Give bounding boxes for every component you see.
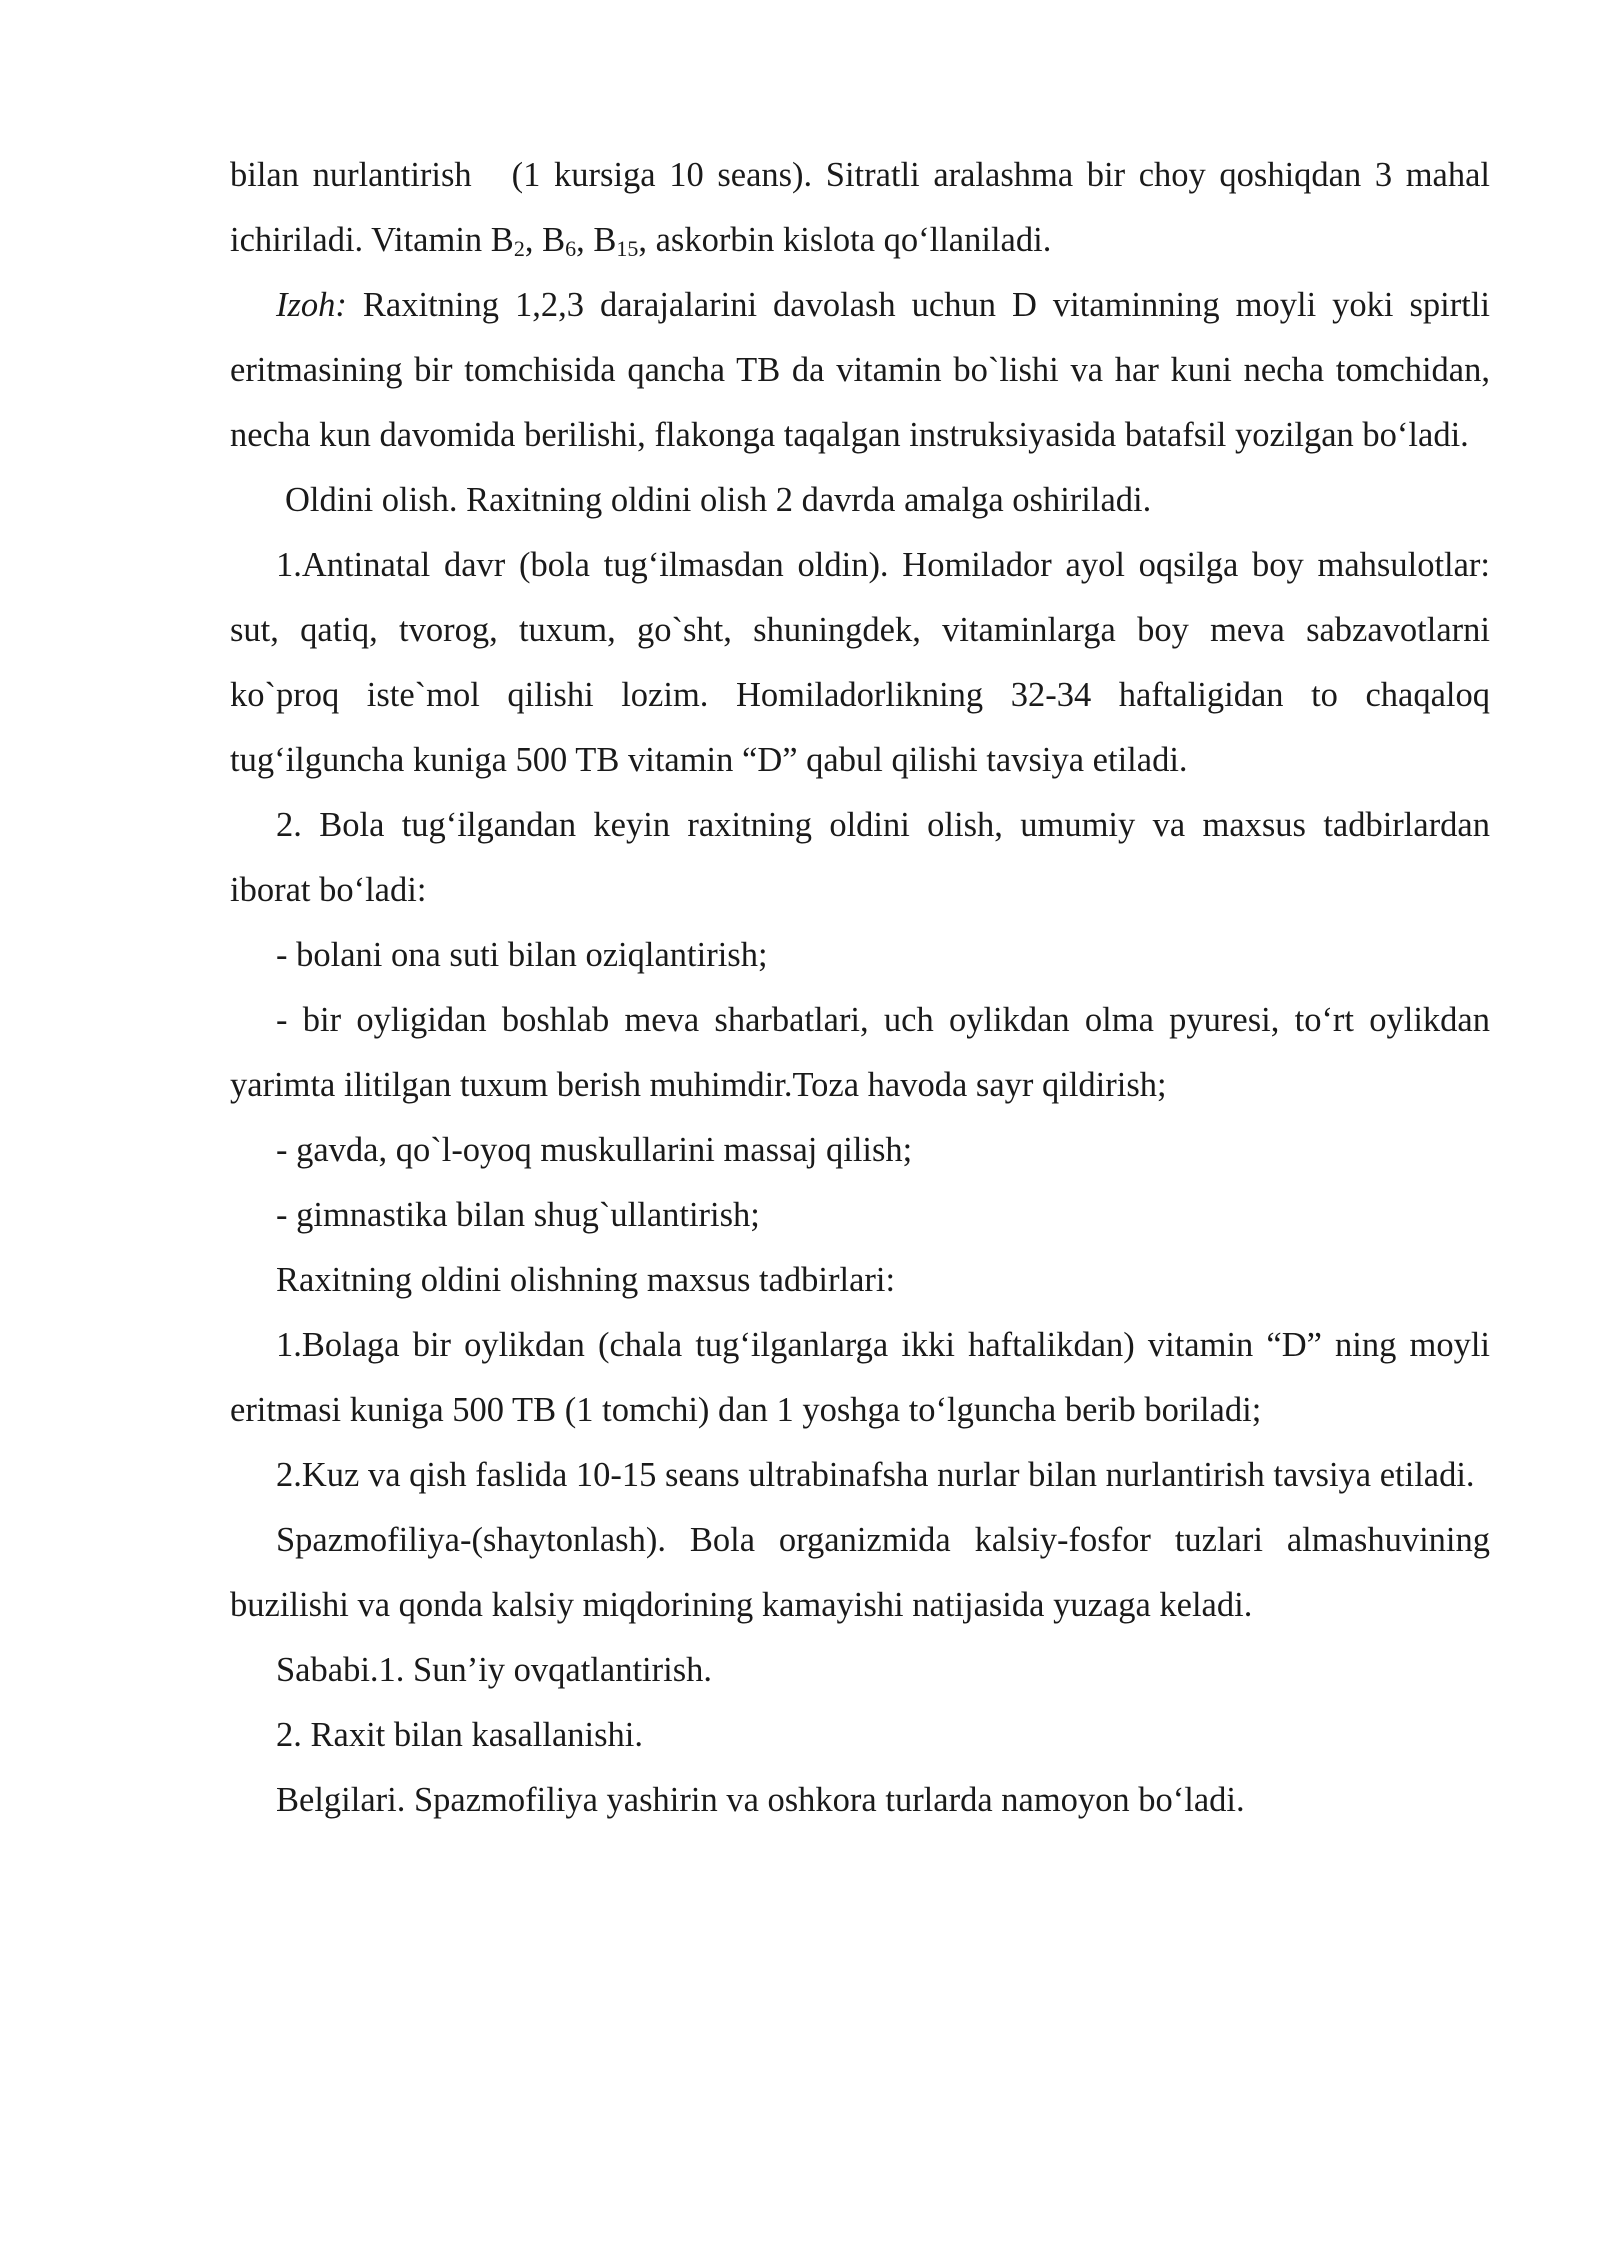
paragraph-ultraviolet: 2.Kuz va qish faslida 10-15 seans ultrabinafsha nurlar bilan nurlantirish tavsiya etiladi. — [276, 1456, 1475, 1494]
subscript: 15 — [616, 236, 639, 261]
document-page — [230, 143, 1490, 1833]
paragraph-signs: Belgilari. Spazmofiliya yashirin va oshkora turlarda namoyon bo‘ladi. — [276, 1781, 1245, 1819]
text-fragment: , askorbin kislota qo‘llaniladi. — [638, 221, 1052, 259]
paragraph-vitamin-d: 1.Bolaga bir oylikdan (chala tug‘ilganlarga ikki haftalikdan) vitamin “D” ning moyli eritmasi kuniga 500 TB (1 tomchi) dan 1 yoshga to‘lguncha berib boriladi; — [230, 1326, 1490, 1429]
paragraph-antenatal: 1.Antinatal davr (bola tug‘ilmasdan oldin). Homilador ayol oqsilga boy mahsulotlar: sut, qatiq, tvorog, tuxum, go`sht, shuningdek, vitaminlarga boy meva sabzavotlarni ko`proq iste`mol qilishi lozim. Homiladorlikning 32-34 haftaligidan to chaqaloq tug‘ilguncha kuniga 500 TB vitamin “D” qabul qilishi tavsiya etiladi. — [230, 546, 1490, 779]
paragraph-treatment-continued — [230, 143, 1490, 273]
text-fragment: , B — [524, 221, 566, 259]
note-label: Izoh: — [276, 286, 347, 324]
text-fragment: bilan nurlantirish — [230, 156, 472, 194]
list-item-breastfeeding: - bolani ona suti bilan oziqlantirish; — [276, 936, 768, 974]
text-fragment: (1 kursiga 10 seans). Sitratli aralashma bir choy qoshiqdan 3 mahal ichiriladi. Vitamin B — [230, 156, 1491, 259]
paragraph-postnatal: 2. Bola tug‘ilgandan keyin raxitning oldini olish, umumiy va maxsus tadbirlardan iborat bo‘ladi: — [230, 806, 1490, 909]
paragraph-prevention-heading: Oldini olish. Raxitning oldini olish 2 davrda amalga oshiriladi. — [285, 481, 1152, 519]
list-item-juices: - bir oyligidan boshlab meva sharbatlari, uch oylikdan olma pyuresi, to‘rt oylikdan yarimta ilitilgan tuxum berish muhimdir.Toza havoda sayr qildirish; — [230, 1001, 1490, 1104]
paragraph-cause: Sababi.1. Sun’iy ovqatlantirish. — [276, 1651, 713, 1689]
list-item-massage: - gavda, qo`l-oyoq muskullarini massaj qilish; — [276, 1131, 913, 1169]
subscript: 2 — [513, 236, 525, 261]
paragraph-note — [230, 273, 1490, 468]
note-text: Raxitning 1,2,3 darajalarini davolash uchun D vitaminning moyli yoki spirtli eritmasining bir tomchisida qancha TB da vitamin bo`lishi va har kuni necha tomchidan, necha kun davomida berilishi, flakonga taqalgan instruksiyasida batafsil yozilgan bo‘ladi. — [230, 286, 1490, 454]
text-fragment: , B — [576, 221, 617, 259]
paragraph-spasmophilia: Spazmofiliya-(shaytonlash). Bola organizmida kalsiy-fosfor tuzlari almashuvining buzilishi va qonda kalsiy miqdorining kamayishi natijasida yuzaga keladi. — [230, 1521, 1490, 1624]
paragraph-special-measures: Raxitning oldini olishning maxsus tadbirlari: — [276, 1261, 896, 1299]
paragraph-rickets: 2. Raxit bilan kasallanishi. — [276, 1716, 643, 1754]
list-item-gymnastics: - gimnastika bilan shug`ullantirish; — [276, 1196, 760, 1234]
subscript: 6 — [565, 236, 577, 261]
